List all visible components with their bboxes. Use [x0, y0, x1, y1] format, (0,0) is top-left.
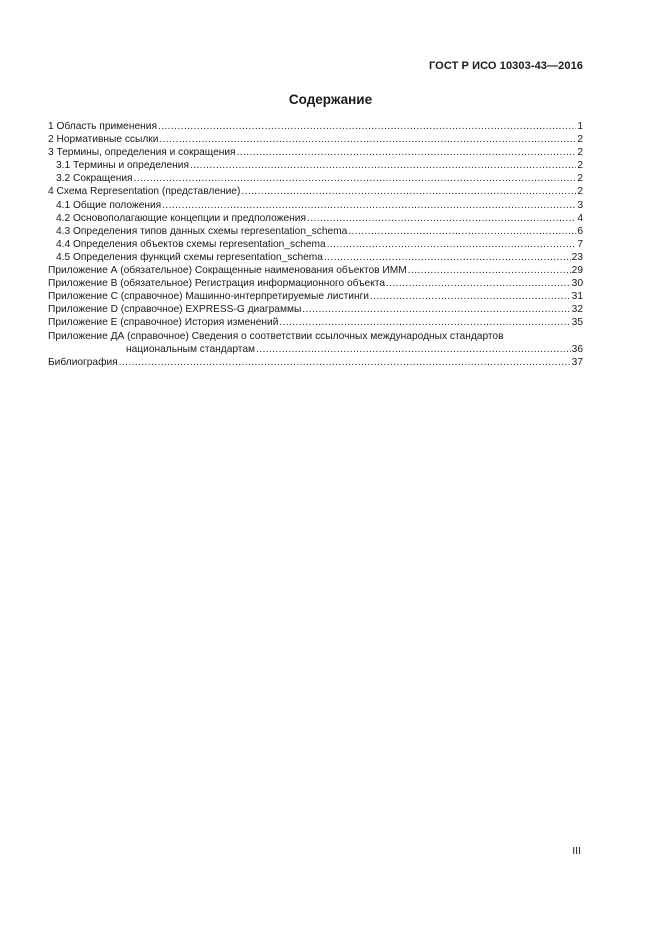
toc-entry-label: Приложение D (справочное) EXPRESS-G диаграммы	[48, 304, 302, 316]
page-title: Содержание	[288, 92, 373, 107]
toc-entry-page: 2	[577, 160, 583, 172]
toc-entry[interactable]	[48, 277, 583, 290]
toc-leader-dots	[408, 264, 571, 277]
toc-entry-page: 23	[571, 251, 583, 263]
toc-entry-page: 3	[577, 199, 583, 211]
toc-entry-label: Библиография	[48, 356, 118, 368]
toc-entry-page: 36	[571, 343, 583, 355]
toc-leader-dots	[307, 212, 576, 225]
toc-entry-page: 2	[577, 173, 583, 185]
toc-entry[interactable]	[48, 303, 583, 316]
toc-leader-dots	[162, 199, 576, 212]
toc-entry-label: 3.2 Сокращения	[56, 173, 133, 185]
toc-leader-dots	[327, 238, 577, 251]
toc-leader-dots	[190, 159, 576, 172]
toc-entry-label: Приложение А (обязательное) Сокращенные наименования объектов ИММ	[48, 265, 407, 277]
toc-entry-page: 31	[571, 291, 583, 303]
toc-leader-dots	[279, 316, 570, 329]
toc-entry-page: 1	[577, 121, 583, 132]
toc-subentry[interactable]	[48, 225, 583, 238]
toc-entry-continuation	[48, 343, 583, 356]
toc-leader-dots	[302, 303, 570, 316]
document-standard-header: ГОСТ Р ИСО 10303-43—2016	[428, 60, 583, 72]
toc-entry[interactable]	[48, 264, 583, 277]
toc-entry[interactable]	[48, 290, 583, 303]
page-number: III	[572, 845, 581, 857]
toc-entry-label: 4 Схема Representation (представление)	[48, 186, 241, 198]
toc-subentry[interactable]	[48, 238, 583, 251]
toc-entry-label: 4.3 Определения типов данных схемы representation_schema	[56, 225, 348, 237]
toc-entry-page: 2	[577, 186, 583, 198]
toc-entry[interactable]	[48, 316, 583, 329]
toc-entry[interactable]	[48, 356, 583, 369]
toc-entry[interactable]	[48, 185, 583, 198]
toc-entry-page: 7	[577, 238, 583, 250]
toc-leader-dots	[256, 343, 571, 356]
toc-entry-page: 30	[571, 278, 583, 290]
toc-leader-dots	[241, 185, 576, 198]
toc-entry-page: 2	[577, 147, 583, 159]
toc-entry-page: 32	[571, 304, 583, 316]
toc-entry-multiline[interactable]	[48, 330, 583, 356]
toc-subentry[interactable]	[48, 251, 583, 264]
toc-entry-page: 2	[577, 134, 583, 146]
toc-leader-dots	[134, 172, 577, 185]
toc-entry-label: 4.4 Определения объектов схемы representation_schema	[56, 238, 326, 250]
toc-entry-label: Приложение ДА (справочное) Сведения о соответствии ссылочных международных стандартов	[48, 330, 504, 342]
toc-leader-dots	[237, 146, 577, 159]
toc-leader-dots	[348, 225, 576, 238]
toc-entry-label: Приложение В (обязательное) Регистрация информационного объекта	[48, 278, 385, 290]
toc-entry-label: Приложение С (справочное) Машинно-интерпретируемые листинги	[48, 291, 369, 303]
toc-entry-label: 4.2 Основополагающие концепции и предположения	[56, 212, 306, 224]
toc-entry-label: 3.1 Термины и определения	[56, 160, 189, 172]
toc-entry-label: 4.5 Определения функций схемы representation_schema	[56, 251, 323, 263]
toc-leader-dots	[119, 356, 571, 369]
toc-entry[interactable]	[48, 120, 583, 133]
toc-leader-dots	[159, 133, 576, 146]
toc-leader-dots	[386, 277, 571, 290]
toc-subentry[interactable]	[48, 212, 583, 225]
toc-entry-label: 2 Нормативные ссылки	[48, 134, 159, 146]
toc-subentry[interactable]	[48, 172, 583, 185]
toc-leader-dots	[158, 120, 576, 133]
toc-entry[interactable]	[48, 133, 583, 146]
toc-entry-page: 6	[577, 225, 583, 237]
toc-entry-page: 37	[571, 356, 583, 368]
toc-entry-label: 3 Термины, определения и сокращения	[48, 147, 236, 159]
toc-entry-label: 1 Область применения	[48, 121, 157, 132]
table-of-contents	[48, 120, 583, 369]
toc-entry-label-continuation: национальным стандартам	[126, 343, 256, 355]
toc-entry-label: 4.1 Общие положения	[56, 199, 162, 211]
toc-entry[interactable]	[48, 146, 583, 159]
toc-entry-page: 29	[571, 265, 583, 277]
toc-leader-dots	[324, 251, 571, 264]
toc-entry-label: Приложение Е (справочное) История изменений	[48, 317, 279, 329]
toc-entry-page: 4	[577, 212, 583, 224]
toc-subentry[interactable]	[48, 199, 583, 212]
toc-subentry[interactable]	[48, 159, 583, 172]
toc-leader-dots	[370, 290, 571, 303]
toc-entry-page: 35	[571, 317, 583, 329]
